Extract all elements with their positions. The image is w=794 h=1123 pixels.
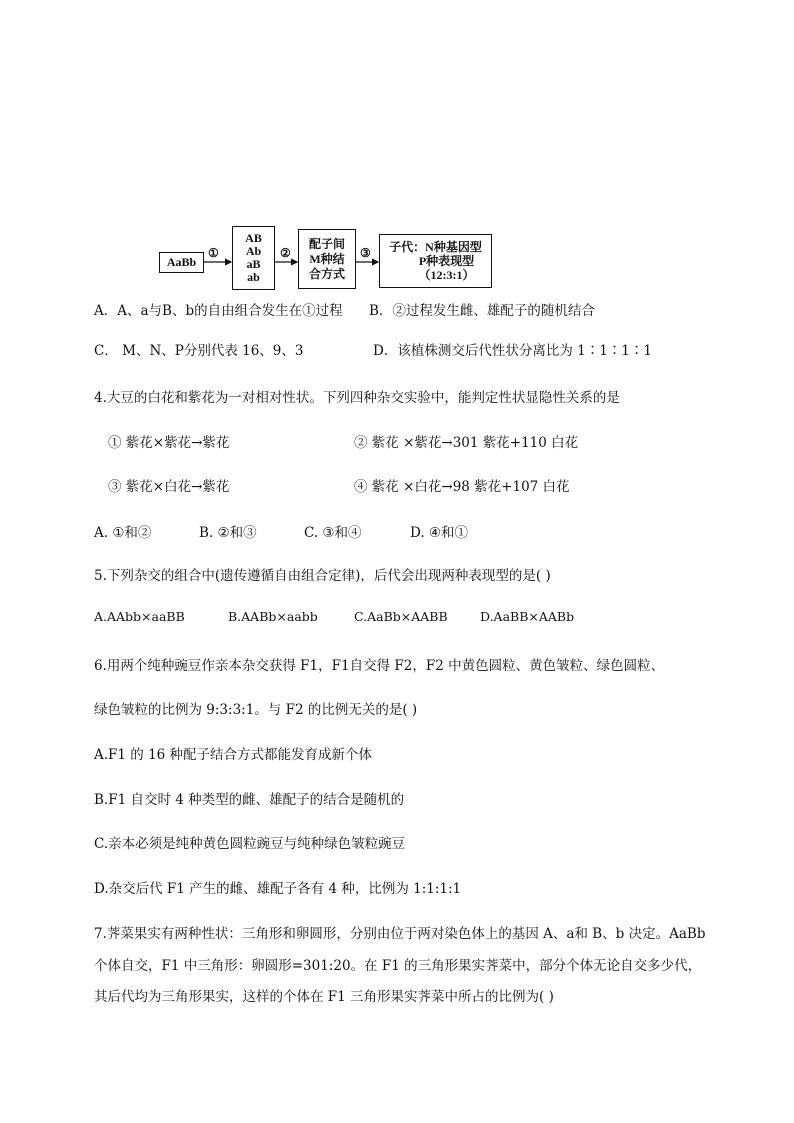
q3-option-a: A．A、a与B、b的自由组合发生在①过程 <box>94 303 343 319</box>
q4-option-d: D. ④和① <box>410 525 469 541</box>
q4-option-b: B. ②和③ <box>199 525 257 541</box>
step-3-label: ③ <box>360 246 371 260</box>
q6-option-d: D.杂交后代 F1 产生的雌、雄配子各有 4 种，比例为 1:1:1:1 <box>94 881 462 897</box>
q6-option-a: A.F1 的 16 种配子结合方式都能发育成新个体 <box>94 747 373 763</box>
q6-stem-line-2: 绿色皱粒的比例为 9:3:3:1。与 F2 的比例无关的是( ) <box>94 702 418 718</box>
combination-line-1: 配子间 <box>308 236 345 251</box>
offspring-line-2: P种表现型 <box>418 254 475 268</box>
offspring-line-3: （12:3:1） <box>418 268 475 282</box>
combination-line-2: M种结 <box>309 251 345 266</box>
q5-stem: 5.下列杂交的组合中(遗传遵循自由组合定律)，后代会出现两种表现型的是( ) <box>94 568 551 584</box>
q6-option-b: B.F1 自交时 4 种类型的雌、雄配子的结合是随机的 <box>94 792 405 808</box>
step-1-label: ① <box>208 246 219 260</box>
q5-option-d: D.AaBB×AABb <box>480 609 575 624</box>
combination-line-3: 合方式 <box>308 266 345 281</box>
q6-stem-line-1: 6.用两个纯种豌豆作亲本杂交获得 F1，F1自交得 F2，F2 中黄色圆粒、黄色皱粒、绿色圆粒、 <box>94 658 665 674</box>
q4-cross-1: ① 紫花×紫花→紫花 <box>108 435 230 451</box>
offspring-line-1: 子代：N种基因型 <box>389 240 482 254</box>
q7-line-2: 个体自交，F1 中三角形：卵圆形=301:20。在 F1 的三角形果实荠菜中，部分个体无论自交多少代， <box>94 958 702 974</box>
q5-option-c: C.AaBb×AABB <box>354 609 448 624</box>
q5-option-b: B.AABb×aabb <box>228 609 318 624</box>
step-2-label: ② <box>280 246 291 260</box>
q4-option-a: A. ①和② <box>94 525 152 541</box>
q4-cross-3: ③ 紫花×白花→紫花 <box>108 479 230 495</box>
q6-option-c: C.亲本必须是纯种黄色圆粒豌豆与纯种绿色皱粒豌豆 <box>94 836 406 852</box>
q3-option-c: C． M、N、P分别代表 16、9、3 <box>94 343 304 359</box>
q5-option-a: A.AAbb×aaBB <box>94 609 185 624</box>
q7-line-3: 其后代均为三角形果实，这样的个体在 F1 三角形果实荠菜中所占的比例为( ) <box>94 989 554 1005</box>
gamete-ab-4: ab <box>247 270 260 284</box>
gamete-ab-2: Ab <box>245 244 262 258</box>
q4-stem: 4.大豆的白花和紫花为一对相对性状。下列四种杂交实验中，能判定性状显隐性关系的是 <box>94 390 620 406</box>
q4-cross-2: ② 紫花 ×紫花→301 紫花+110 白花 <box>354 435 579 451</box>
gamete-ab-1: AB <box>245 231 262 245</box>
q3-option-d: D．该植株测交后代性状分离比为 1∶1∶1∶1 <box>373 343 652 359</box>
q3-option-b: B．②过程发生雌、雄配子的随机结合 <box>369 303 595 319</box>
gamete-ab-3: aB <box>246 257 261 271</box>
q4-cross-4: ④ 紫花 ×白花→98 紫花+107 白花 <box>354 479 570 495</box>
q7-line-1: 7.荠菜果实有两种性状：三角形和卵圆形，分别由位于两对染色体上的基因 A、a和 B、b 决定。AaBb <box>94 926 706 942</box>
parent-genotype: AaBb <box>166 255 197 269</box>
q4-option-c: C. ③和④ <box>304 525 362 541</box>
